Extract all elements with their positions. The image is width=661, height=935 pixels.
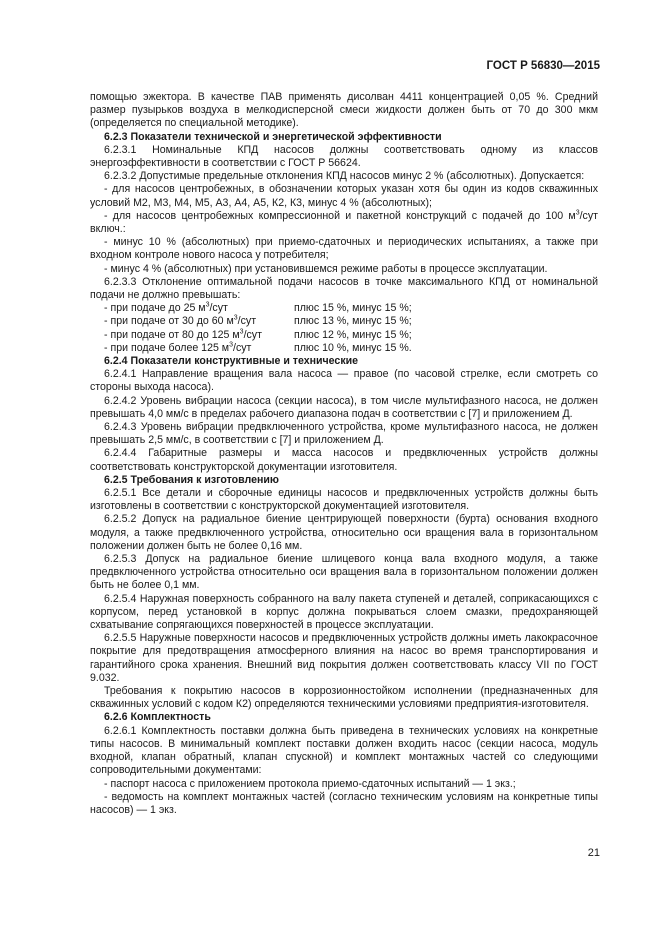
flow-range xyxy=(104,302,294,315)
paragraph: 6.2.4.2 Уровень вибрации насоса (секции насоса), в том числе мультифазного насоса, не должен превышать 4,0 мм/с в пределах рабочего диапазона подач в соответствии с [7] и приложением Д. xyxy=(90,394,598,420)
flow-tolerance: плюс 12 %, минус 15 %; xyxy=(294,328,412,341)
flow-range xyxy=(104,329,294,342)
section-heading: 6.2.5 Требования к изготовлению xyxy=(104,473,279,486)
text-run: - при подаче от 80 до 125 м xyxy=(104,328,240,341)
flow-range xyxy=(104,315,294,328)
superscript: 3 xyxy=(205,301,210,309)
text-run: /сут xyxy=(237,315,257,328)
list-item: - ведомость на комплект монтажных частей (согласно техническим условиям на конкретные типы насосов) — 1 экз. xyxy=(90,790,598,816)
paragraph: 6.2.5.4 Наружная поверхность собранного на валу пакета ступеней и деталей, соприкасающихся с корпусом, перед установкой в корпус должна покрываться слоем смазки, предохраняющей схватывание сопрягающихся поверхностей в процессе эксплуатации. xyxy=(90,592,598,632)
paragraph: 6.2.3.2 Допустимые предельные отклонения КПД насосов минус 2 % (абсолютных). Допускается: xyxy=(104,170,585,183)
text-run: /сут включ.: xyxy=(90,209,598,236)
list-item: - минус 10 % (абсолютных) при приемо-сдаточных и периодических испытаниях, а также при входном контроле нового насоса у потребителя; xyxy=(90,236,598,262)
text-run: - при подаче до 25 м xyxy=(104,302,206,315)
text-run: - при подаче более 125 м xyxy=(104,341,230,354)
text-run: - для насосов центробежных компрессионной и пакетной конструкций с подачей до 100 м xyxy=(104,209,576,222)
flow-row xyxy=(90,315,598,328)
list-item: - для насосов центробежных, в обозначении которых указан хотя бы один из кодов скважинных условий М2, М3, М4, М5, А3, А4, А5, К2, К3, минус 4 % (абсолютных); xyxy=(90,183,598,209)
paragraph: 6.2.5.5 Наружные поверхности насосов и предвключенных устройств должны иметь лакокрасочное покрытие для предотвращения атмосферного влияния на насос во время транспортирования и гарантийного срока хранения. Внешний вид покрытия должен соответствовать классу VII по ГОСТ 9.032. xyxy=(90,632,599,684)
paragraph: 6.2.4.4 Габаритные размеры и масса насосов и предвключенных устройств должны соответствовать конструкторской документации изготовителя. xyxy=(90,447,598,473)
list-item xyxy=(90,210,598,236)
document-code: ГОСТ Р 56830—2015 xyxy=(486,60,600,72)
superscript: 3 xyxy=(229,341,233,349)
page-number: 21 xyxy=(587,847,600,859)
paragraph: 6.2.6.1 Комплектность поставки должна быть приведена в технических условиях на конкретные типы насосов. В минимальный комплект поставки должен входить насос (секции насоса, модуль входной, клапан обратный, клапан спускной) и комплект монтажных частей со следующими сопроводительными документами: xyxy=(90,724,598,777)
flow-tolerance-list xyxy=(90,302,598,355)
paragraph: 6.2.5.3 Допуск на радиальное биение шлицевого конца вала входного модуля, а также предвключенного устройства относительно оси вращения вала в горизонтальном положении должен быть не более 0,1 мм. xyxy=(90,553,598,592)
paragraph: 6.2.4.1 Направление вращения вала насоса — правое (по часовой стрелке, если смотреть со стороны выхода насоса). xyxy=(90,368,598,394)
superscript: 3 xyxy=(575,209,580,217)
paragraph: 6.2.3.1 Номинальные КПД насосов должны соответствовать одному из классов энергоэффективности в соответствии с ГОСТ Р 56624. xyxy=(90,143,598,170)
flow-row xyxy=(90,342,598,355)
list-item: - минус 4 % (абсолютных) при установившемся режиме работы в процессе эксплуатации. xyxy=(104,262,548,275)
superscript: 3 xyxy=(233,314,238,322)
section-heading: 6.2.6 Комплектность xyxy=(104,711,211,724)
flow-range xyxy=(104,342,294,355)
section-heading: 6.2.3 Показатели технической и энергетической эффективности xyxy=(104,130,442,143)
section-heading: 6.2.4 Показатели конструктивные и технические xyxy=(104,355,359,367)
flow-tolerance: плюс 13 %, минус 15 %; xyxy=(294,315,412,328)
paragraph: 6.2.5.2 Допуск на радиальное биение центрирующей поверхности (бурта) основания входного модуля, а также предвключенного устройства, относительно оси вращения вала в горизонтальном положении должен быть не более 0,16 мм. xyxy=(90,513,598,552)
paragraph: 6.2.4.3 Уровень вибрации предвключенного устройства, кроме мультифазного насоса, не должен превышать 2,5 мм/с, в соответствии с [7] и приложением Д. xyxy=(90,421,598,447)
list-item: - паспорт насоса с приложением протокола приемо-сдаточных испытаний — 1 экз.; xyxy=(104,777,516,790)
text-run: /сут xyxy=(209,302,228,315)
paragraph: 6.2.5.1 Все детали и сборочные единицы насосов и предвключенных устройств должны быть изготовлены в соответствии с конструкторской документацией изготовителя. xyxy=(90,487,598,513)
text-run: /сут xyxy=(243,328,262,341)
page-body xyxy=(90,91,598,817)
text-run: - при подаче от 30 до 60 м xyxy=(104,315,234,328)
flow-row xyxy=(90,329,598,342)
superscript: 3 xyxy=(239,328,244,336)
text-run: /сут xyxy=(233,341,252,354)
paragraph: помощью эжектора. В качестве ПАВ применять дисолван 4411 концентрацией 0,05 %. Средний размер пузырьков воздуха в мелкодисперсной смеси жидкости должен быть от 70 до 300 мкм (определяется по специальной методике). xyxy=(90,91,598,130)
flow-tolerance: плюс 10 %, минус 15 %. xyxy=(294,341,412,354)
paragraph: Требования к покрытию насосов в коррозионностойком исполнении (предназначенных для скважинных условий с кодом К2) определяются техническими условиями предприятия-изготовителя. xyxy=(90,685,598,711)
paragraph: 6.2.3.3 Отклонение оптимальной подачи насосов в точке максимального КПД от номинальной подачи не должно превышать: xyxy=(90,275,598,302)
flow-tolerance: плюс 15 %, минус 15 %; xyxy=(294,302,412,315)
flow-row xyxy=(90,302,598,315)
